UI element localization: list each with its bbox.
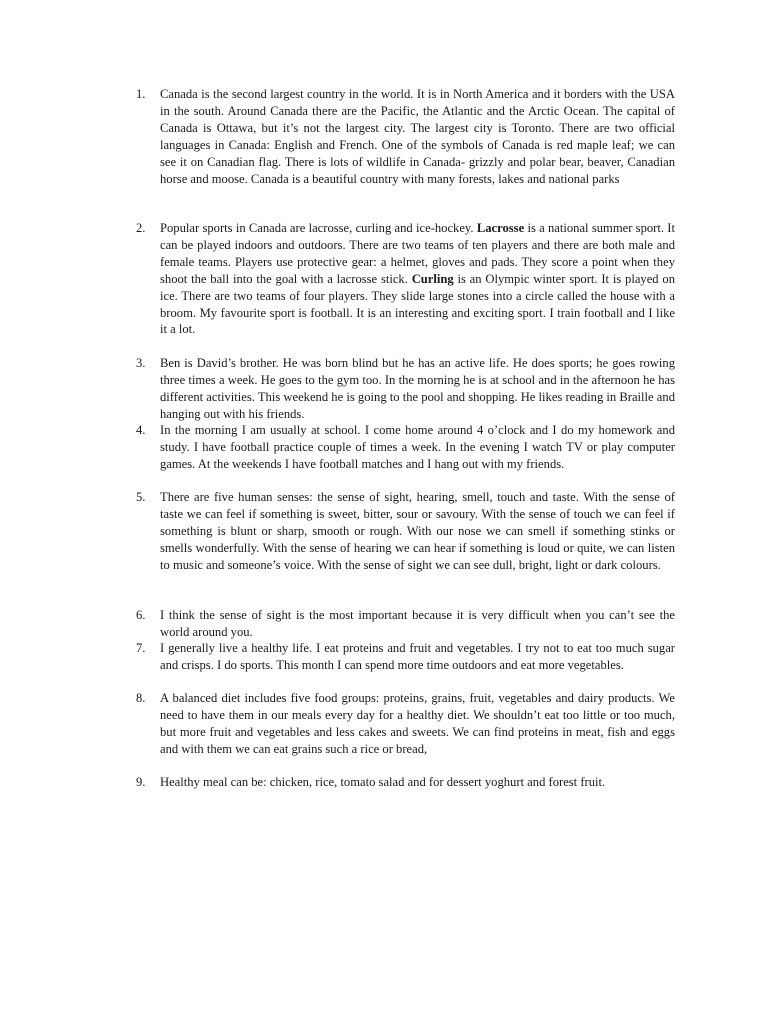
list-number: 7. (136, 641, 146, 655)
bold-term-curling: Curling (411, 271, 454, 286)
text-segment: is an Olympic winter sport. It is played on ice. There are two teams of four players. They slide large stones into a circle called the house with a broom. My favourite sport is football. It is an interesting and exciting sport. I train football and I like it a lot. (160, 271, 675, 337)
list-item-text: In the morning I am usually at school. I come home around 4 o’clock and I do my homework and study. I have football practice couple of times a week. In the evening I watch TV or play computer games. At the weekends I have football matches and I hang out with my friends. (160, 423, 675, 471)
list-number: 5. (136, 490, 146, 504)
list-item-text: A balanced diet includes five food groups: proteins, grains, fruit, vegetables and dairy products. We need to have them in our meals every day for a healthy diet. We shouldn’t eat too little or too much, but more fruit and vegetables and less cakes and sweets. We can find proteins in meat, fish and eggs and with them we can eat grains such a rice or bread, (160, 691, 675, 756)
list-item-9 (136, 774, 675, 791)
list-number: 2. (136, 221, 146, 235)
list-number: 6. (136, 608, 146, 622)
list-item-2 (136, 220, 675, 338)
list-item-7 (136, 640, 675, 674)
list-item-text: Ben is David’s brother. He was born blind but he has an active life. He does sports; he goes rowing three times a week. He goes to the gym too. In the morning he is at school and in the afternoon he has different activities. This weekend he is going to the pool and shopping. He likes reading in Braille and hanging out with his friends. (160, 356, 675, 421)
list-item-4 (136, 422, 675, 473)
list-item-6 (136, 607, 675, 641)
list-number: 9. (136, 775, 146, 789)
list-item-1 (136, 86, 675, 187)
list-item-text (160, 221, 675, 336)
list-number: 8. (136, 691, 146, 705)
list-item-text: I think the sense of sight is the most important because it is very difficult when you can’t see the world around you. (160, 608, 675, 639)
list-item-8 (136, 690, 675, 758)
bold-term-lacrosse: Lacrosse (476, 221, 525, 235)
list-item-3 (136, 355, 675, 423)
text-segment: Popular sports in Canada are lacrosse, curling and ice-hockey. (160, 221, 477, 235)
list-item-text: I generally live a healthy life. I eat proteins and fruit and vegetables. I try not to eat too much sugar and crisps. I do sports. This month I can spend more time outdoors and eat more vegetables. (160, 641, 675, 672)
list-number: 3. (136, 356, 146, 370)
list-number: 1. (136, 87, 146, 101)
list-item-text: Healthy meal can be: chicken, rice, tomato salad and for dessert yoghurt and forest fruit. (160, 775, 606, 789)
list-item-5 (136, 489, 675, 574)
text-segment: is a national summer sport. It can be played indoors and outdoors. There are two teams of ten players and there are both male and female teams. Players use protective gear: a helmet, gloves and pads. They score a point when they shoot the ball into the goal with a lacrosse stick. (160, 221, 675, 286)
list-item-text: There are five human senses: the sense of sight, hearing, smell, touch and taste. With the sense of taste we can feel if something is sweet, bitter, sour or savoury. With the sense of touch we can feel if something is blunt or sharp, smooth or rough. With our nose we can smell if something stinks or smells wonderfully. With the sense of hearing we can hear if something is loud or quite, we can listen to music and someone’s voice. With the sense of sight we can see dull, bright, light or dark colours. (160, 490, 675, 572)
list-item-text: Canada is the second largest country in the world. It is in North America and it borders with the USA in the south. Around Canada there are the Pacific, the Atlantic and the Arctic Ocean. The capital of Canada is Ottawa, but it’s not the largest city. The largest city is Toronto. There are two official languages in Canada: English and French. One of the symbols of Canada is red maple leaf; we can see it on Canadian flag. There is lots of wildlife in Canada- grizzly and polar bear, beaver, Canadian horse and moose. Canada is a beautiful country with many forests, lakes and national parks (160, 87, 675, 186)
list-number: 4. (136, 423, 146, 437)
